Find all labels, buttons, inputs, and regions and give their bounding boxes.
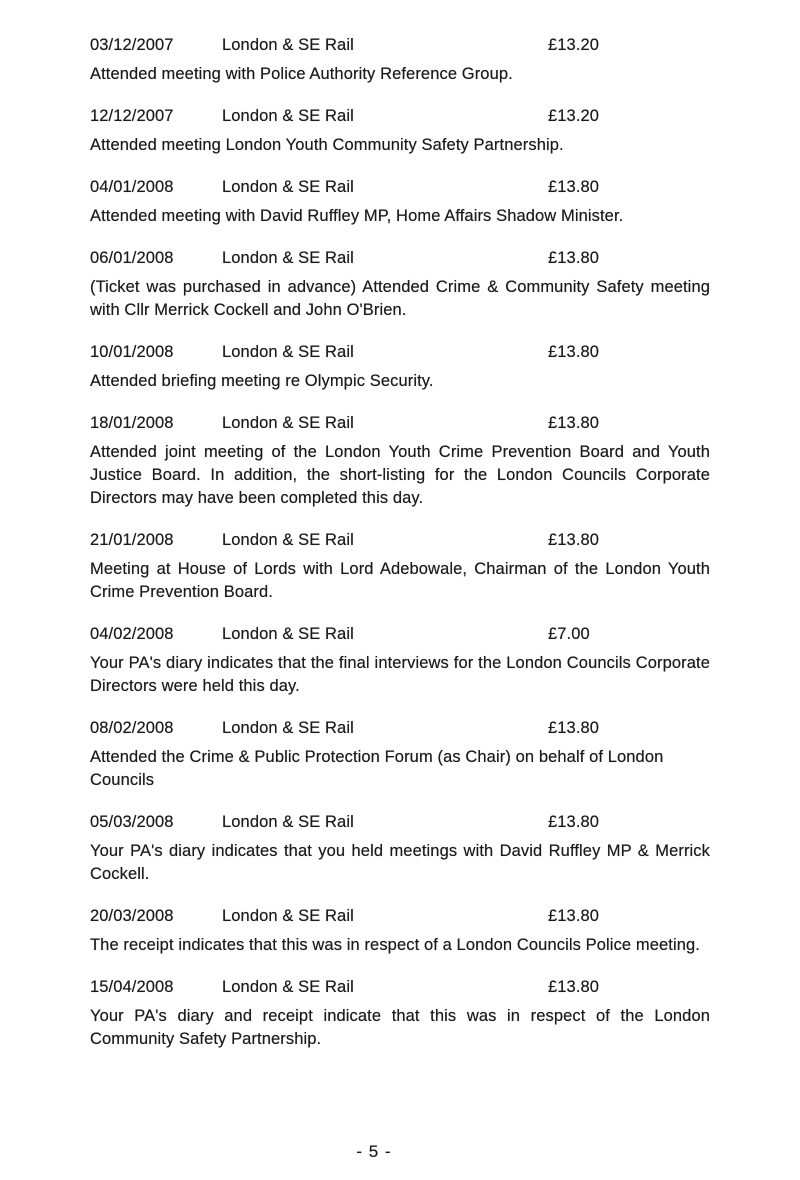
entry-amount: £13.20 [548, 107, 600, 125]
entry-date: 04/02/2008 [90, 625, 174, 643]
entry-description: Attended joint meeting of the London Youth Crime Prevention Board and Youth Justice Board. In addition, the short-listing for the London Councils Corporate Directors may have been completed this day. [90, 443, 710, 507]
page-number: - 5 - [356, 1142, 392, 1161]
entry-vendor: London & SE Rail [222, 531, 354, 549]
expense-entry [90, 105, 710, 157]
expense-entry [90, 341, 710, 393]
entry-description: Attended meeting with Police Authority Reference Group. [90, 65, 513, 83]
entry-vendor: London & SE Rail [222, 625, 354, 643]
entry-date: 20/03/2008 [90, 907, 174, 925]
expense-entry-header [90, 247, 710, 269]
entry-description: The receipt indicates that this was in respect of a London Councils Police meeting. [90, 936, 700, 954]
entry-description: Your PA's diary indicates that you held meetings with David Ruffley MP & Merrick Cockell. [90, 842, 710, 883]
expense-entry [90, 623, 710, 698]
entry-description: Your PA's diary and receipt indicate that this was in respect of the London Community Safety Partnership. [90, 1007, 710, 1048]
entry-amount: £13.80 [548, 719, 600, 737]
entry-vendor: London & SE Rail [222, 907, 354, 925]
entry-date: 05/03/2008 [90, 813, 174, 831]
entry-vendor: London & SE Rail [222, 107, 354, 125]
expense-entry-header [90, 105, 710, 127]
entry-amount: £13.20 [548, 36, 600, 54]
expense-entry [90, 717, 710, 792]
expense-entry [90, 176, 710, 228]
entry-date: 10/01/2008 [90, 343, 174, 361]
entry-amount: £7.00 [548, 625, 590, 643]
entry-date: 08/02/2008 [90, 719, 174, 737]
expense-entry-header [90, 976, 710, 998]
entry-date: 12/12/2007 [90, 107, 174, 125]
expense-entry [90, 976, 710, 1051]
expense-entry-header [90, 34, 710, 56]
expense-entry-header [90, 811, 710, 833]
entry-vendor: London & SE Rail [222, 36, 354, 54]
entry-amount: £13.80 [548, 178, 600, 196]
entry-amount: £13.80 [548, 813, 600, 831]
entry-date: 18/01/2008 [90, 414, 174, 432]
entry-description: Attended meeting with David Ruffley MP, Home Affairs Shadow Minister. [90, 207, 624, 225]
expense-entry-header [90, 623, 710, 645]
entry-date: 06/01/2008 [90, 249, 174, 267]
expense-entry [90, 412, 710, 510]
expense-entry-header [90, 717, 710, 739]
entry-description: Attended meeting London Youth Community Safety Partnership. [90, 136, 564, 154]
expense-list [90, 34, 710, 1051]
entry-vendor: London & SE Rail [222, 978, 354, 996]
entry-vendor: London & SE Rail [222, 178, 354, 196]
entry-description: (Ticket was purchased in advance) Attended Crime & Community Safety meeting with Cllr Merrick Cockell and John O'Brien. [90, 278, 710, 319]
entry-date: 03/12/2007 [90, 36, 174, 54]
expense-entry-header [90, 905, 710, 927]
expense-entry [90, 905, 710, 957]
entry-description: Attended the Crime & Public Protection Forum (as Chair) on behalf of London Councils [90, 748, 664, 789]
entry-vendor: London & SE Rail [222, 249, 354, 267]
entry-amount: £13.80 [548, 249, 600, 267]
entry-date: 15/04/2008 [90, 978, 174, 996]
expense-entry-header [90, 412, 710, 434]
entry-amount: £13.80 [548, 343, 600, 361]
expense-entry-header [90, 529, 710, 551]
entry-description: Attended briefing meeting re Olympic Security. [90, 372, 434, 390]
expense-entry-header [90, 341, 710, 363]
entry-date: 04/01/2008 [90, 178, 174, 196]
expense-entry-header [90, 176, 710, 198]
expense-entry [90, 247, 710, 322]
entry-amount: £13.80 [548, 414, 600, 432]
entry-vendor: London & SE Rail [222, 813, 354, 831]
entry-amount: £13.80 [548, 531, 600, 549]
entry-description: Meeting at House of Lords with Lord Adebowale, Chairman of the London Youth Crime Prevention Board. [90, 560, 710, 601]
expense-entry [90, 811, 710, 886]
entry-vendor: London & SE Rail [222, 343, 354, 361]
entry-amount: £13.80 [548, 907, 600, 925]
expense-entry [90, 529, 710, 604]
expense-entry [90, 34, 710, 86]
entry-vendor: London & SE Rail [222, 414, 354, 432]
entry-amount: £13.80 [548, 978, 600, 996]
entry-vendor: London & SE Rail [222, 719, 354, 737]
entry-description: Your PA's diary indicates that the final interviews for the London Councils Corporate Directors were held this day. [90, 654, 710, 695]
entry-date: 21/01/2008 [90, 531, 174, 549]
